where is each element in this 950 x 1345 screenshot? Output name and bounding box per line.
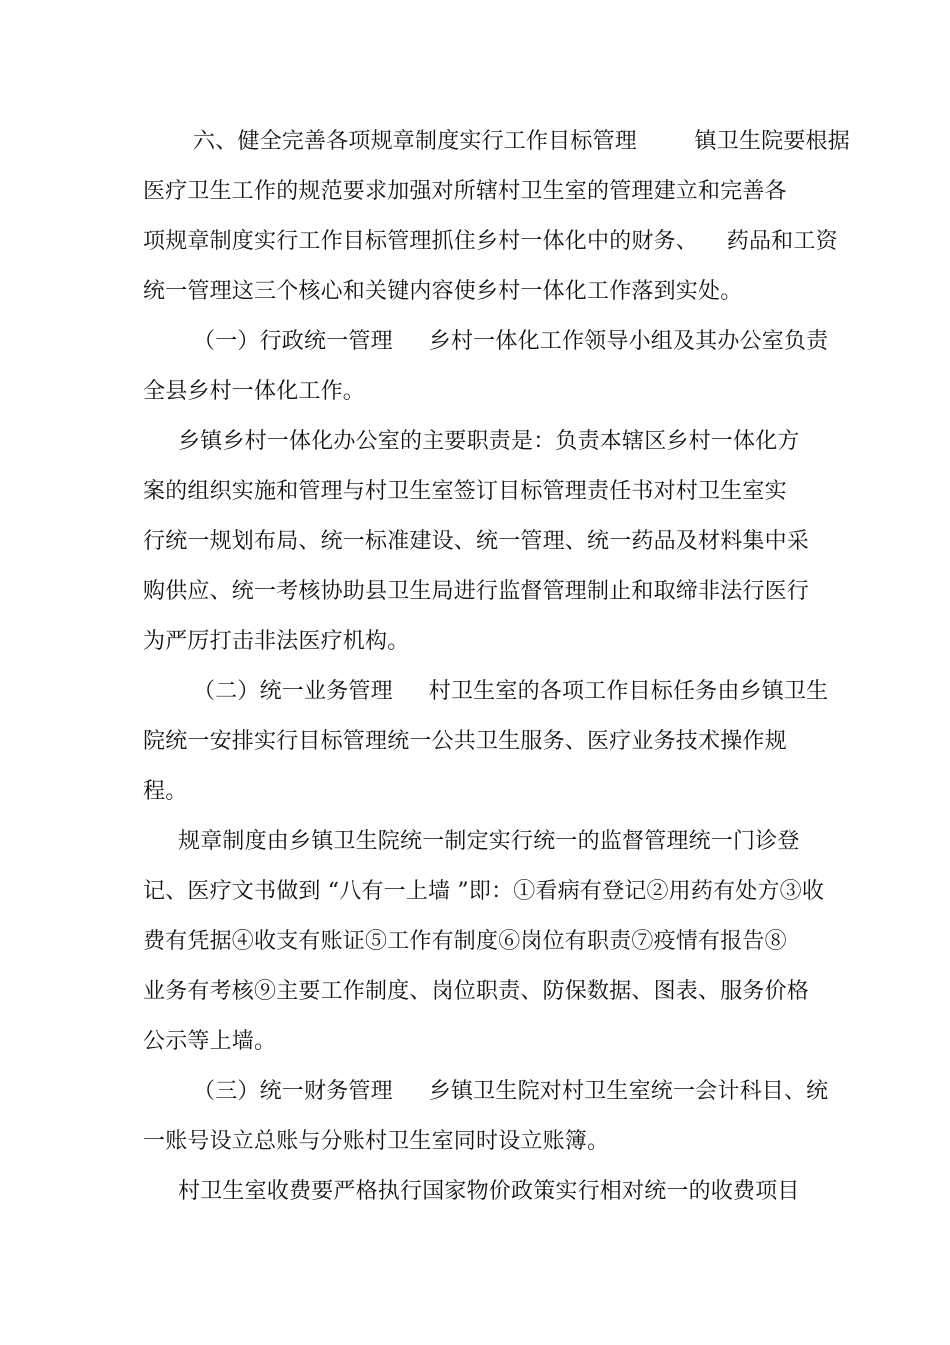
text-line-4: 统一管理这三个核心和关键内容使乡村一体化工作落到实处。 — [143, 279, 743, 304]
text-line-19: 公示等上墙。 — [143, 1029, 277, 1054]
text-line-22: 村卫生室收费要严格执行国家物价政策实行相对统一的收费项目 — [178, 1179, 800, 1204]
text-line-7: 乡镇乡村一体化办公室的主要职责是：负责本辖区乡村一体化方 — [178, 429, 800, 454]
text-line-16: 记、医疗文书做到 “八有一上墙 ”即：①看病有登记②用药有处方③收 — [143, 879, 825, 904]
text-line-14: 程。 — [143, 779, 188, 804]
text-line-9: 行统一规划布局、统一标准建设、统一管理、统一药品及材料集中采 — [143, 529, 810, 554]
text-line-17: 费有凭据④收支有账证⑤工作有制度⑥岗位有职责⑦疫情有报告⑧ — [143, 929, 787, 954]
text-line-13: 院统一安排实行目标管理统一公共卫生服务、医疗业务技术操作规 — [143, 729, 787, 754]
text-line-11: 为严厉打击非法医疗机构。 — [143, 629, 410, 654]
text-line-12: （二）统一业务管理 村卫生室的各项工作目标任务由乡镇卫生 — [193, 679, 829, 704]
text-line-1: 六、健全完善各项规章制度实行工作目标管理 镇卫生院要根据 — [193, 129, 850, 154]
text-line-18: 业务有考核⑨主要工作制度、岗位职责、防保数据、图表、服务价格 — [143, 979, 810, 1004]
text-line-5: （一）行政统一管理 乡村一体化工作领导小组及其办公室负责 — [193, 329, 829, 354]
text-line-6: 全县乡村一体化工作。 — [143, 379, 366, 404]
text-line-21: 一账号设立总账与分账村卫生室同时设立账簿。 — [143, 1129, 610, 1154]
text-line-8: 案的组织实施和管理与村卫生室签订目标管理责任书对村卫生室实 — [143, 479, 787, 504]
text-line-15: 规章制度由乡镇卫生院统一制定实行统一的监督管理统一门诊登 — [178, 829, 800, 854]
text-line-3: 项规章制度实行工作目标管理抓住乡村一体化中的财务、 药品和工资 — [143, 229, 838, 254]
text-line-10: 购供应、统一考核协助县卫生局进行监督管理制止和取缔非法行医行 — [143, 579, 810, 604]
text-line-20: （三）统一财务管理 乡镇卫生院对村卫生室统一会计科目、统 — [193, 1079, 829, 1104]
text-line-2: 医疗卫生工作的规范要求加强对所辖村卫生室的管理建立和完善各 — [143, 179, 787, 204]
